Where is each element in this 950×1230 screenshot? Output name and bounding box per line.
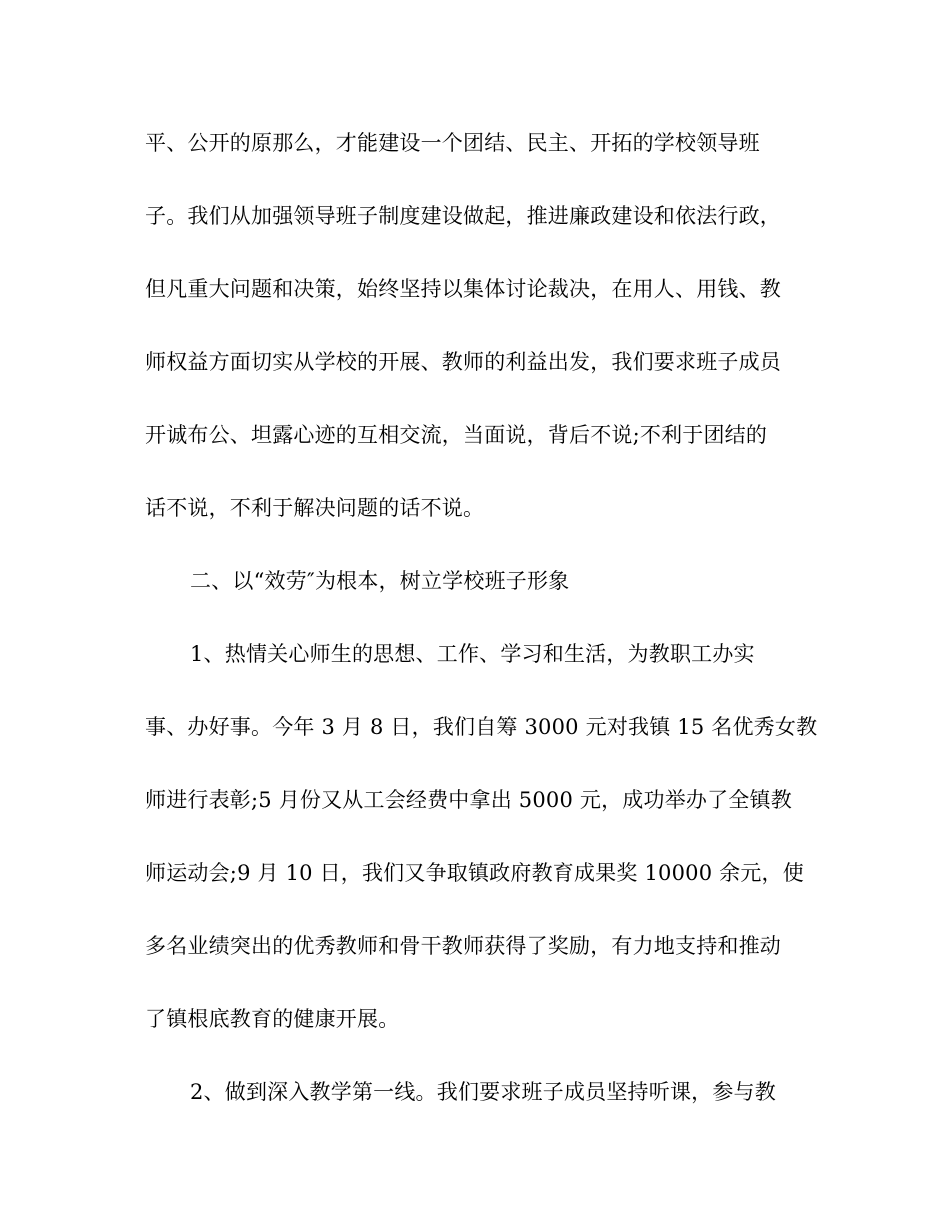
text-line: 师权益方面切实从学校的开展、教师的利益出发，我们要求班子成员 [145,350,781,374]
text-line: 了镇根底教育的健康开展。 [145,1007,400,1031]
section-heading: 二、以“效劳″为根本，树立学校班子形象 [190,569,570,593]
text-line: 但凡重大问题和决策，始终坚持以集体讨论裁决，在用人、用钱、教 [145,277,781,301]
text-line: 平、公开的原那么，才能建设一个团结、民主、开拓的学校领导班 [145,131,760,155]
text-line: 师进行表彰;5 月份又从工会经费中拿出 5000 元，成功举办了全镇教 [145,788,792,812]
text-line: 1、热情关心师生的思想、工作、学习和生活，为教职工办实 [190,642,755,666]
text-line: 2、做到深入教学第一线。我们要求班子成员坚持听课，参与教 [190,1080,776,1104]
text-line: 事、办好事。今年 3 月 8 日，我们自筹 3000 元对我镇 15 名优秀女教 [145,715,818,739]
text-line: 子。我们从加强领导班子制度建设做起，推进廉政建设和依法行政， [145,204,781,228]
text-line: 话不说，不利于解决问题的话不说。 [145,496,485,520]
text-line: 开诚布公、坦露心迹的互相交流，当面说，背后不说;不利于团结的 [145,423,768,447]
text-line: 多名业绩突出的优秀教师和骨干教师获得了奖励，有力地支持和推动 [145,934,781,958]
text-line: 师运动会;9 月 10 日，我们又争取镇政府教育成果奖 10000 余元，使 [145,861,804,885]
